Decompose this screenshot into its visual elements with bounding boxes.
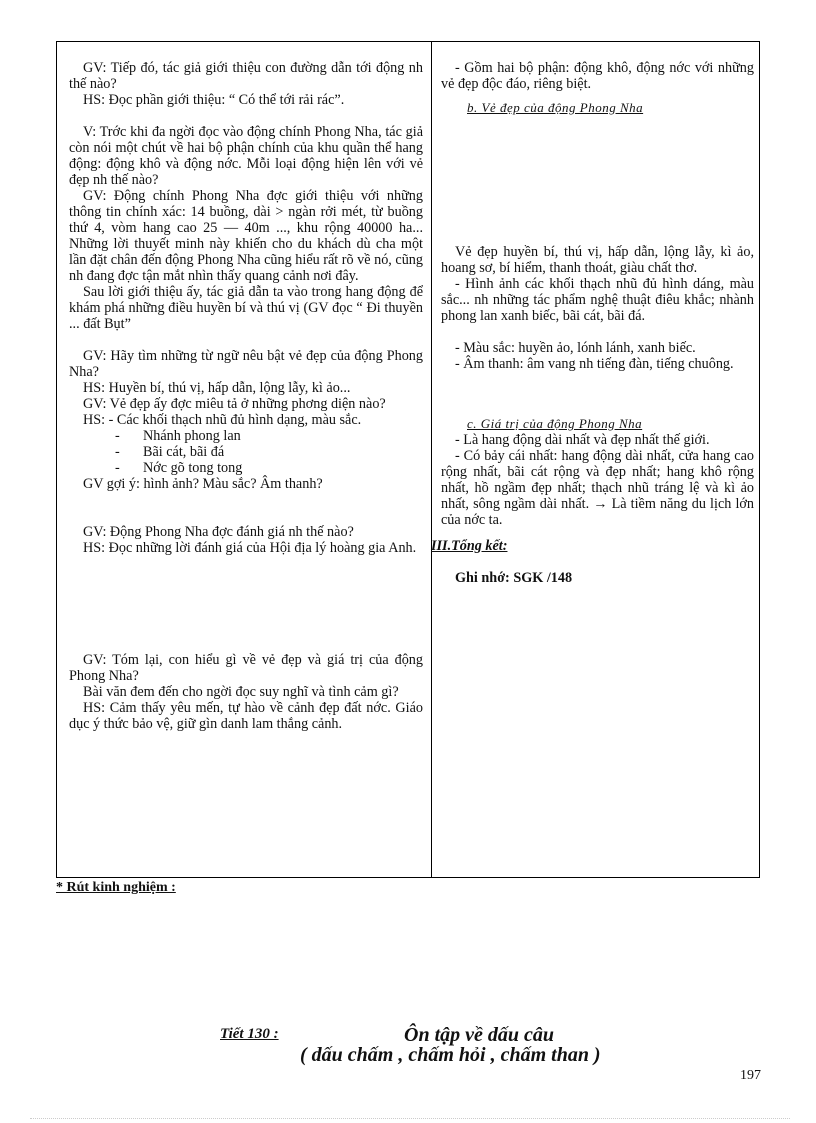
left-paragraph: GV: Tiếp đó, tác giả giới thiệu con đường dẫn tới động nh thế nào?	[69, 60, 423, 92]
left-paragraph: GV: Động chính Phong Nha đợc giới thiệu với những thông tin chính xác: 14 buồng, dài > ngàn rởi mét, từ buồng thứ 4, vòm hang cao 25 — 40m ..., khu rộng 40000 ha... Những lời thuyết minh này khiến cho du khách dù cha một lần đặt chân đến động Phong Nha cũng hiểu rất rõ về nó, cũng nh đang đợc tận mắt nhìn thấy quang cảnh nơi đây.	[69, 188, 423, 284]
page-number: 197	[740, 1068, 761, 1083]
left-paragraph: HS: Đọc phần giới thiệu: “ Có thể tới rải rác”.	[83, 92, 345, 108]
right-paragraph: - Gồm hai bộ phận: động khô, động nớc với những vẻ đẹp độc đáo, riêng biệt.	[441, 60, 754, 92]
content-column	[431, 60, 754, 586]
left-paragraph: Bài văn đem đến cho ngời đọc suy nghĩ và tình cảm gì?	[83, 684, 399, 700]
left-paragraph: GV: Động Phong Nha đợc đánh giá nh thế nào?	[83, 524, 354, 540]
lesson-table	[56, 41, 760, 878]
page-divider	[30, 1118, 790, 1119]
left-paragraph: HS: Đọc những lời đánh giá của Hội địa lý hoàng gia Anh.	[83, 540, 417, 556]
experience-note: * Rút kinh nghiệm :	[56, 880, 176, 895]
right-paragraph: Vẻ đẹp huyền bí, thú vị, hấp dẫn, lộng lẫy, kì ảo, hoang sơ, bí hiểm, thanh thoát, giàu chất thơ.	[441, 244, 754, 276]
left-paragraph: GV: Hãy tìm những từ ngữ nêu bật vẻ đẹp của động Phong Nha?	[69, 348, 423, 380]
lesson-title: Ôn tập về dấu câu	[404, 1024, 554, 1046]
section-heading-b: b. Vẻ đẹp của động Phong Nha	[467, 100, 644, 115]
left-paragraph: GV: Tóm lại, con hiểu gì về vẻ đẹp và giá trị của động Phong Nha?	[69, 652, 423, 684]
section-heading-c: c. Giá trị của động Phong Nha	[467, 416, 643, 431]
right-paragraph: - Có bảy cái nhất: hang động dài nhất, cửa hang cao rộng nhất, bãi cát rộng và đẹp nhất; hang khô rộng nhất, hồ ngầm đẹp nhất; thạch nhũ tráng lệ và kì ảo nhất, sông ngầm dài nhất. → Là tiềm năng du lịch lớn của nớc ta.	[441, 448, 754, 528]
left-paragraph: GV gợi ý: hình ảnh? Màu sắc? Âm thanh?	[83, 476, 323, 492]
list-item: - Bãi cát, bãi đá	[69, 444, 423, 460]
column-divider	[431, 42, 432, 877]
left-paragraph: HS: Huyền bí, thú vị, hấp dẫn, lộng lẫy, kì ảo...	[83, 380, 351, 396]
right-paragraph: - Hình ảnh các khối thạch nhũ đủ hình dáng, màu sắc... nh những tác phẩm nghệ thuật điêu khắc; nhành phong lan xanh biếc, bãi cát, bãi đá.	[441, 276, 754, 324]
summary-note: Ghi nhớ: SGK /148	[455, 570, 573, 586]
left-paragraph: V: Trớc khi đa ngời đọc vào động chính Phong Nha, tác giả còn nói một chút về hai bộ phận chính của khu quần thể hang động: động khô và động nớc. Mỗi loại động hiện lên với vẻ đẹp nh thế nào?	[69, 124, 423, 188]
left-paragraph: HS: - Các khối thạch nhũ đủ hình dạng, màu sắc.	[83, 412, 362, 428]
left-paragraph: Sau lời giới thiệu ấy, tác giả dẫn ta vào trong hang động để khám phá những điều huyền bí và thú vị (GV đọc “ Đi thuyền ... đất Bụt”	[69, 284, 423, 332]
lesson-subtitle: ( dấu chấm , chấm hỏi , chấm than )	[300, 1044, 601, 1066]
summary-heading: III.Tổng kết:	[431, 538, 508, 554]
left-paragraph: GV: Vẻ đẹp ấy đợc miêu tả ở những phơng diện nào?	[83, 396, 386, 412]
right-paragraph: - Là hang động dài nhất và đẹp nhất thế giới.	[455, 432, 710, 448]
list-item: - Nhánh phong lan	[69, 428, 423, 444]
list-item: - Nớc gõ tong tong	[69, 460, 423, 476]
teacher-activity-column	[69, 60, 423, 732]
right-paragraph: - Âm thanh: âm vang nh tiếng đàn, tiếng chuông.	[455, 356, 734, 372]
lesson-number: Tiết 130 :	[220, 1026, 279, 1042]
left-paragraph: HS: Cảm thấy yêu mến, tự hào về cảnh đẹp đất nớc. Giáo dục ý thức bảo vệ, giữ gìn danh lam thắng cảnh.	[69, 700, 423, 732]
right-paragraph: - Màu sắc: huyền ảo, lónh lánh, xanh biếc.	[455, 340, 696, 356]
